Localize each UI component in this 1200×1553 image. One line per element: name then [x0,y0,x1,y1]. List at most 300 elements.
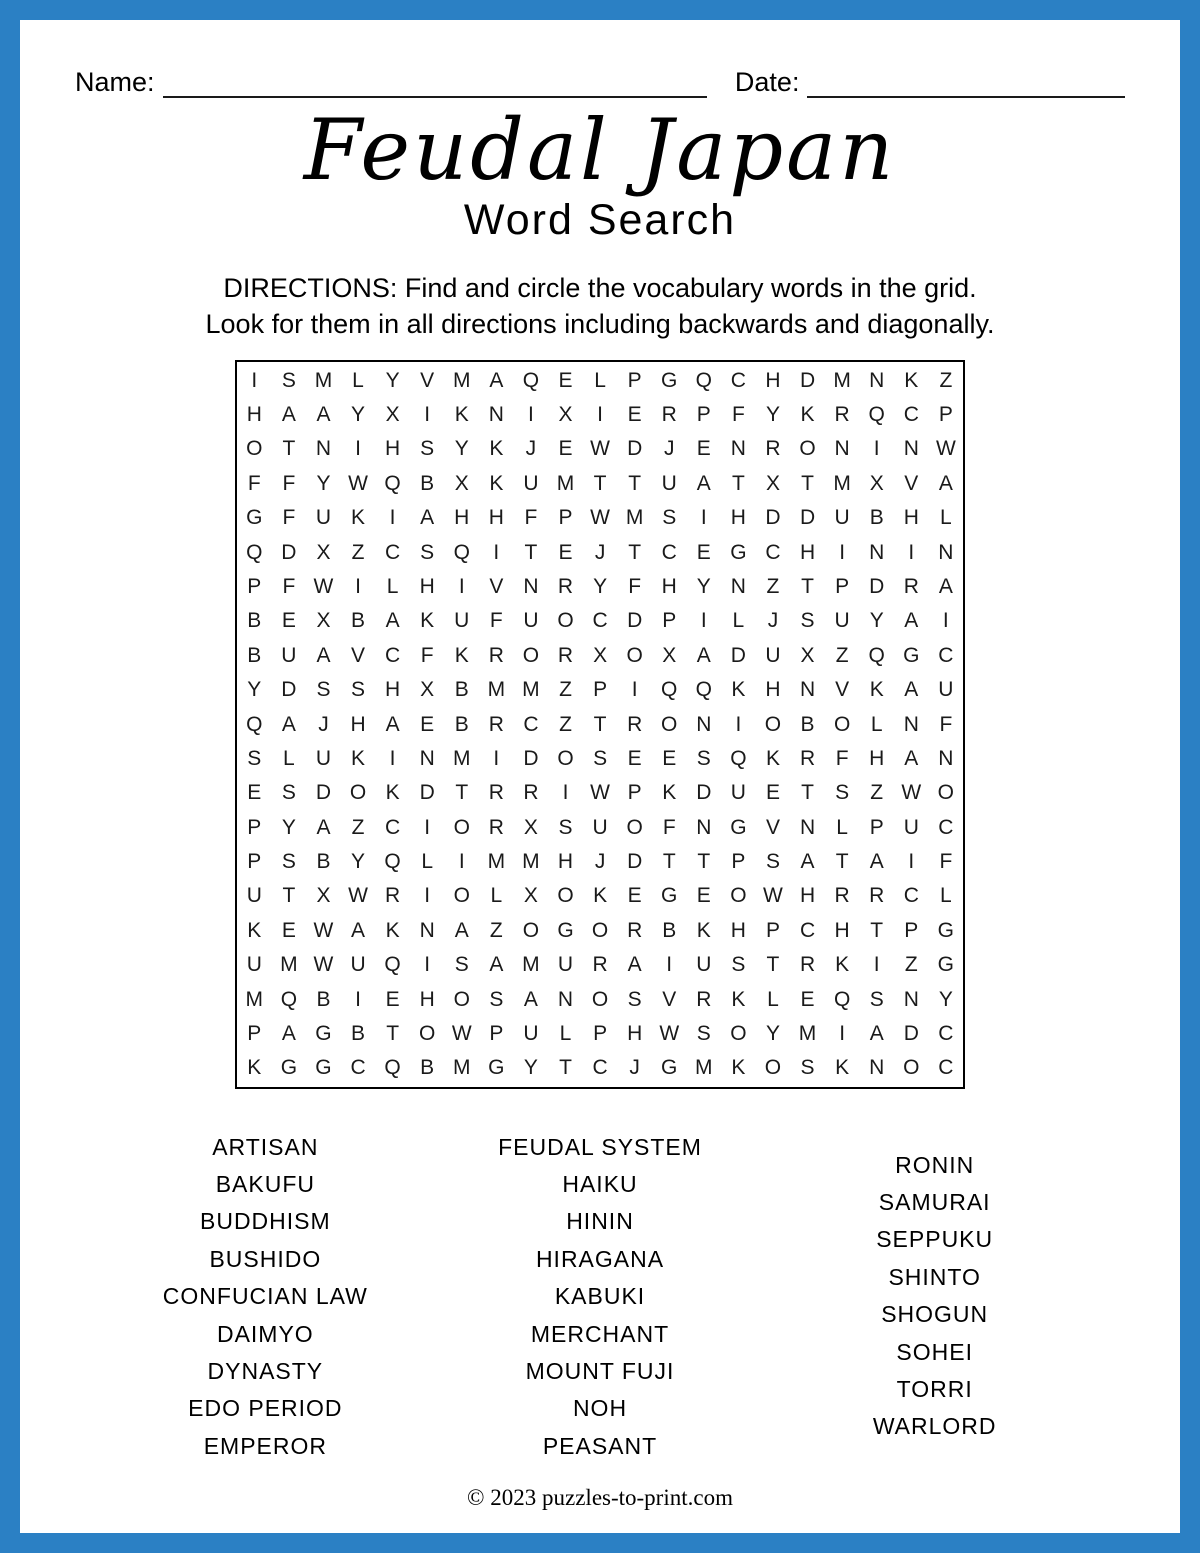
grid-cell: E [281,918,296,942]
grid-cell: H [557,850,574,874]
word-list-column-1 [98,1129,433,1466]
grid-cell: O [903,1056,920,1080]
grid-cell: Z [559,712,572,736]
grid-cell: C [903,403,919,427]
grid-cell: N [869,540,885,564]
grid-row [237,467,963,501]
grid-cell: G [661,884,678,908]
word-list-item: MERCHANT [530,1320,670,1347]
grid-cell: A [281,403,296,427]
grid-cell: B [662,918,677,942]
grid-cell: I [251,368,258,392]
grid-cell: U [696,953,712,977]
grid-cell: D [799,506,816,530]
grid-cell: O [557,609,574,633]
grid-cell: A [316,643,331,667]
grid-cell: Z [835,643,849,667]
grid-cell: B [351,1022,366,1046]
grid-cell: F [282,506,296,530]
grid-row [237,879,963,913]
grid-cell: R [765,437,781,461]
name-date-row [75,66,1125,98]
grid-cell: L [490,884,503,908]
grid-cell: P [731,850,746,874]
grid-cell: J [594,850,606,874]
grid-cell: E [696,437,711,461]
grid-cell: J [594,540,606,564]
grid-cell: N [834,437,850,461]
grid-cell: K [454,403,469,427]
grid-cell: J [767,609,779,633]
grid-cell: K [731,987,746,1011]
grid-cell: L [767,987,779,1011]
grid-cell: L [421,850,434,874]
grid-cell: O [522,918,540,942]
grid-cell: E [627,884,642,908]
grid-cell: X [420,678,435,702]
grid-cell: T [628,540,642,564]
grid-cell: V [904,471,919,495]
grid-cell: F [835,746,849,770]
grid-cell: U [523,1022,539,1046]
grid-cell: O [557,884,574,908]
grid-cell: P [247,850,262,874]
grid-cell: K [835,1056,850,1080]
grid-cell: A [454,918,469,942]
grid-cell: Y [593,574,608,598]
grid-cell: V [351,643,366,667]
grid-cell: E [627,403,642,427]
grid-cell: T [593,712,607,736]
grid-cell: S [696,1022,711,1046]
grid-cell: C [799,918,816,942]
grid-cell: R [488,712,504,736]
grid-cell: W [348,471,368,495]
grid-cell: Q [522,368,540,392]
grid-cell: D [523,746,539,770]
grid-cell: H [246,403,262,427]
grid-cell: N [903,437,919,461]
grid-cell: T [593,471,607,495]
grid-cell: Q [246,540,263,564]
grid-cell: U [557,953,574,977]
grid-cell: M [798,1022,817,1046]
grid-cell: D [903,1022,919,1046]
word-list-item: MOUNT FUJI [525,1358,675,1385]
grid-cell: K [835,953,850,977]
grid-cell: H [419,987,435,1011]
grid-cell: G [661,368,678,392]
grid-row [237,363,963,397]
grid-cell: T [386,1022,400,1046]
grid-cell: H [799,884,816,908]
grid-cell: T [801,781,814,805]
grid-cell: Z [351,815,365,839]
grid-cell: V [765,815,780,839]
grid-cell: M [556,471,575,495]
grid-cell: G [661,1056,678,1080]
grid-cell: N [696,712,712,736]
grid-cell: U [730,781,746,805]
grid-row [237,707,963,741]
grid-cell: M [833,471,851,495]
grid-cell: G [488,1056,505,1080]
grid-cell: G [730,815,747,839]
grid-cell: Y [351,850,366,874]
word-list-item: PEASANT [542,1432,658,1459]
grid-cell: E [696,884,711,908]
grid-cell: O [591,918,609,942]
grid-cell: N [696,815,712,839]
grid-cell: E [558,540,573,564]
grid-cell: M [314,368,333,392]
grid-cell: C [903,884,919,908]
grid-cell: U [523,471,539,495]
grid-cell: C [592,609,608,633]
word-list-item: CONFUCIAN LAW [162,1283,368,1310]
grid-cell: T [282,884,296,908]
grid-cell: F [662,815,676,839]
grid-cell: S [869,987,884,1011]
grid-cell: F [628,574,642,598]
grid-row [237,845,963,879]
grid-cell: H [488,506,504,530]
word-list-item: DAIMYO [216,1320,314,1347]
grid-cell: Z [870,781,884,805]
grid-cell: I [493,540,500,564]
grid-cell: J [663,437,675,461]
grid-cell: C [938,815,954,839]
grid-cell: R [627,712,643,736]
grid-cell: T [801,574,814,598]
directions-text [20,271,1180,342]
grid-cell: R [834,884,850,908]
grid-cell: K [385,918,400,942]
grid-cell: H [350,712,366,736]
grid-cell: K [247,918,262,942]
grid-cell: R [903,574,919,598]
grid-cell: Q [661,678,678,702]
grid-cell: O [626,815,643,839]
grid-cell: I [424,953,431,977]
grid-cell: H [765,678,781,702]
grid-cell: K [351,506,366,530]
grid-cell: E [627,746,642,770]
word-list-item: BAKUFU [215,1171,315,1198]
grid-cell: R [869,884,885,908]
grid-cell: T [559,1056,572,1080]
grid-cell: N [903,987,919,1011]
grid-cell: V [835,678,850,702]
grid-cell: I [873,437,880,461]
grid-cell: H [869,746,885,770]
grid-cell: U [246,953,262,977]
word-list-item: RONIN [895,1151,975,1178]
grid-cell: P [765,918,780,942]
grid-cell: Q [384,1056,401,1080]
grid-cell: A [420,506,435,530]
grid-cell: K [454,643,469,667]
grid-cell: B [247,643,262,667]
grid-cell: Q [868,643,885,667]
grid-cell: O [453,815,470,839]
grid-cell: W [590,781,610,805]
grid-cell: X [558,403,573,427]
word-list-column-2 [433,1129,768,1466]
grid-cell: Z [559,678,572,702]
grid-cell: V [489,574,504,598]
grid-cell: D [281,540,297,564]
grid-cell: Q [384,471,401,495]
name-label: Name: [75,67,155,97]
grid-cell: C [938,1022,954,1046]
grid-cell: A [904,746,919,770]
grid-cell: H [419,574,435,598]
grid-cell: C [523,712,539,736]
grid-cell: D [765,506,781,530]
grid-cell: O [764,1056,782,1080]
grid-cell: G [246,506,263,530]
grid-cell: D [281,678,297,702]
grid-cell: O [349,781,367,805]
grid-cell: F [282,574,296,598]
grid-cell: U [281,643,297,667]
grid-cell: L [836,815,848,839]
grid-cell: S [454,953,469,977]
grid-cell: N [315,437,332,461]
grid-cell: O [661,712,678,736]
grid-cell: R [592,953,608,977]
grid-cell: A [385,712,400,736]
word-list-item: ARTISAN [212,1133,319,1160]
grid-cell: H [454,506,470,530]
grid-cell: A [800,850,815,874]
grid-cell: K [696,918,711,942]
grid-cell: A [869,1022,884,1046]
grid-cell: Y [765,403,780,427]
word-list-item: SAMURAI [878,1189,991,1216]
grid-cell: T [662,850,676,874]
grid-cell: D [696,781,712,805]
grid-cell: I [942,609,949,633]
grid-cell: Y [247,678,262,702]
grid-cell: C [938,643,954,667]
word-list-item: SEPPUKU [876,1226,994,1253]
grid-cell: N [557,987,574,1011]
grid-cell: E [385,987,400,1011]
grid-cell: J [629,1056,640,1080]
grid-cell: A [351,918,366,942]
word-list-item: DYNASTY [207,1358,324,1385]
grid-cell: G [903,643,920,667]
grid-cell: C [350,1056,366,1080]
grid-cell: Y [696,574,711,598]
grid-cell: E [800,987,815,1011]
grid-cell: D [799,368,816,392]
grid-cell: R [523,781,539,805]
grid-row [237,535,963,569]
grid-cell: O [557,746,574,770]
grid-cell: L [594,368,606,392]
grid-cell: X [523,884,538,908]
grid-cell: S [835,781,850,805]
grid-cell: S [662,506,677,530]
grid-cell: G [937,918,955,942]
grid-cell: X [316,609,331,633]
grid-cell: M [280,953,298,977]
grid-cell: I [631,678,638,702]
grid-cell: I [839,1022,846,1046]
grid-cell: W [901,781,922,805]
grid-cell: E [247,781,262,805]
grid-cell: M [522,953,540,977]
word-list-item: TORRI [896,1376,973,1403]
grid-cell: N [903,712,919,736]
word-list-item: FEUDAL SYSTEM [498,1133,702,1160]
grid-cell: S [593,746,608,770]
grid-cell: E [765,781,780,805]
grid-cell: X [662,643,677,667]
grid-cell: T [524,540,538,564]
grid-cell: Q [695,368,712,392]
grid-cell: T [801,471,814,495]
grid-cell: Y [351,403,366,427]
grid-cell: O [453,884,470,908]
grid-cell: S [351,678,366,702]
grid-cell: U [834,609,850,633]
grid-cell: P [938,403,953,427]
grid-cell: B [247,609,262,633]
grid-cell: O [246,437,263,461]
grid-cell: F [731,403,745,427]
grid-cell: X [869,471,884,495]
grid-cell: H [627,1022,643,1046]
word-list-column-3 [767,1147,1102,1466]
grid-cell: E [420,712,435,736]
grid-cell: Q [453,540,470,564]
grid-row [237,1051,963,1085]
grid-cell: N [869,368,885,392]
grid-cell: F [524,506,538,530]
grid-cell: I [700,506,707,530]
grid-cell: W [935,437,956,461]
grid-cell: L [386,574,399,598]
word-list-item: BUDDHISM [200,1208,331,1235]
grid-cell: P [627,368,642,392]
grid-cell: O [730,1022,747,1046]
grid-cell: W [590,437,610,461]
grid-cell: F [420,643,434,667]
grid-cell: F [939,850,953,874]
grid-cell: T [628,471,642,495]
grid-cell: L [732,609,745,633]
grid-cell: I [355,987,361,1011]
grid-cell: A [385,609,400,633]
grid-cell: P [696,403,711,427]
grid-cell: O [626,643,643,667]
grid-cell: I [908,850,915,874]
grid-cell: X [316,540,331,564]
grid-cell: B [316,987,331,1011]
grid-row [237,914,963,948]
grid-cell: T [835,850,849,874]
grid-cell: S [281,781,296,805]
grid-cell: C [385,815,401,839]
grid-cell: O [937,781,955,805]
grid-row [237,639,963,673]
grid-cell: X [316,884,331,908]
grid-cell: M [245,987,264,1011]
grid-cell: S [558,815,573,839]
grid-cell: U [661,471,677,495]
grid-cell: M [487,678,506,702]
grid-cell: K [247,1056,262,1080]
grid-cell: H [385,437,401,461]
grid-cell: C [385,540,401,564]
grid-cell: Q [246,712,263,736]
grid-cell: K [662,781,677,805]
grid-cell: I [458,574,465,598]
grid-cell: X [800,643,815,667]
name-fill-line [163,66,707,98]
word-list-item: NOH [572,1395,628,1422]
grid-cell: D [730,643,746,667]
grid-cell: B [420,1056,435,1080]
grid-cell: A [938,574,953,598]
grid-cell: R [488,781,504,805]
grid-cell: D [627,609,643,633]
grid-cell: N [938,746,954,770]
grid-cell: S [281,850,296,874]
word-list-item: HIRAGANA [535,1245,665,1272]
grid-cell: R [799,953,816,977]
grid-cell: N [869,1056,885,1080]
grid-cell: P [489,1022,504,1046]
grid-cell: U [834,506,850,530]
grid-cell: B [800,712,815,736]
grid-cell: U [315,506,332,530]
grid-cell: Q [833,987,851,1011]
grid-cell: X [385,403,400,427]
grid-cell: X [454,471,469,495]
word-list-item: HININ [566,1208,634,1235]
grid-cell: E [662,746,677,770]
grid-cell: I [700,609,707,633]
grid-cell: F [247,471,261,495]
grid-cell: U [765,643,781,667]
grid-cell: P [869,815,884,839]
grid-cell: H [385,678,401,702]
grid-cell: K [800,403,815,427]
grid-cell: B [454,712,469,736]
grid-cell: A [696,471,711,495]
grid-cell: Y [869,609,884,633]
grid-cell: Q [384,850,401,874]
grid-cell: D [627,437,643,461]
grid-cell: Z [489,918,503,942]
grid-cell: S [247,746,262,770]
grid-cell: K [765,746,780,770]
grid-cell: M [833,368,851,392]
grid-cell: F [939,712,953,736]
grid-cell: P [627,781,642,805]
grid-cell: J [525,437,537,461]
grid-cell: U [592,815,608,839]
grid-cell: B [351,609,366,633]
grid-cell: N [730,574,746,598]
grid-row [237,673,963,707]
word-list-item: SHOGUN [881,1301,989,1328]
